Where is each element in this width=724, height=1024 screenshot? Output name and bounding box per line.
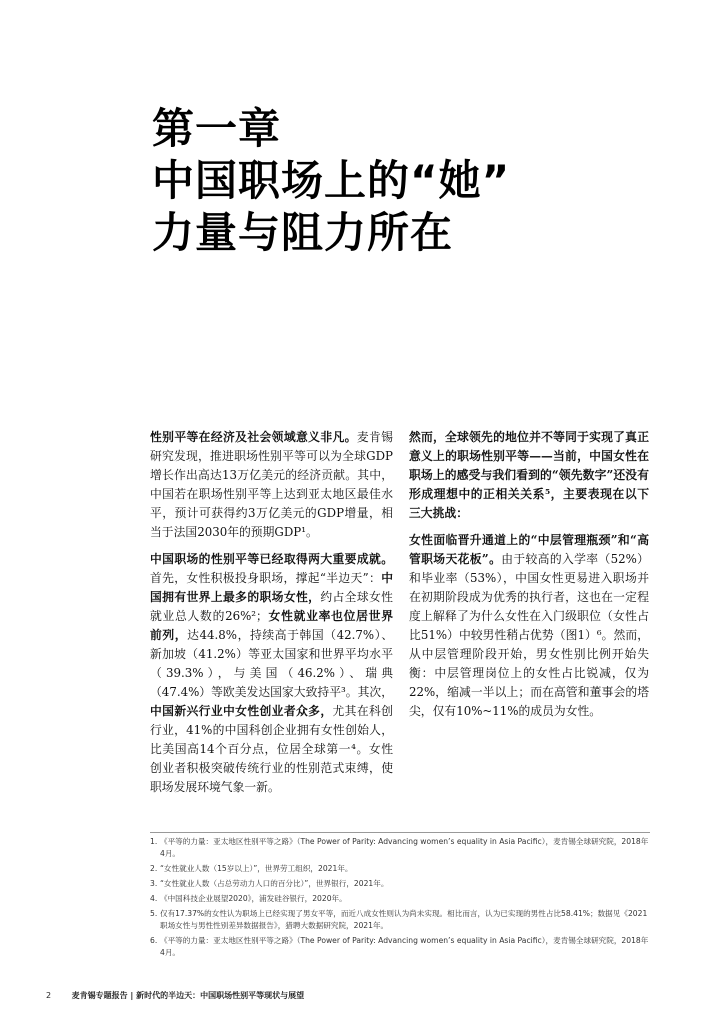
bold-lead: 女性面临晋升通道上的“中层管理瓶颈”和“高管职场天花板”。 bbox=[409, 533, 649, 566]
footnote bbox=[150, 893, 650, 905]
chapter-title bbox=[152, 103, 672, 259]
page-footer bbox=[46, 990, 304, 1001]
body-text: 由于较高的入学率（52%）和毕业率（53%），中国女性更易进入职场并在初期阶段成为优秀的执行者，这也在一定程度上解释了为什么女性在入门级职位（女性占比51%）中较男性稍占优势（图1）⁶。然而，从中层管理阶段开始，男女性别比例开始失衡：中层管理岗位上的女性占比锐减，仅为22%，缩减一半以上；而在高管和董事会的塔尖，仅有10%~11%的成员为女性。 bbox=[409, 552, 649, 718]
bold-lead: 中国职场的性别平等已经取得两大重要成就。 bbox=[150, 552, 393, 566]
paragraph bbox=[150, 428, 393, 542]
footer-title: 麦肯锡专题报告 | 新时代的半边天：中国职场性别平等现状与展望 bbox=[71, 991, 305, 1000]
bold-lead: 性别平等在经济及社会领域意义非凡。 bbox=[150, 430, 357, 444]
body-text: 达44.8%，持续高于韩国（42.7%）、新加坡（41.2%）等亚太国家和世界平均水平（39.3%），与美国（46.2%）、瑞典（47.4%）等欧美发达国家大致持平³。其次， bbox=[150, 628, 393, 699]
footnotes bbox=[150, 836, 650, 962]
footnote-text: 《平等的力量：亚太地区性别平等之路》（The Power of Parity: Advancing women’s equality in Asia Pacific），麦肯锡全球研究院，2018年4月。 bbox=[160, 936, 649, 957]
body-text: 首先，女性积极投身职场，撑起“半边天”： bbox=[150, 571, 382, 585]
bold-text: 中国新兴行业中女性创业者众多， bbox=[150, 704, 333, 718]
footnote-number: 3. bbox=[150, 879, 158, 888]
paragraph bbox=[409, 428, 649, 523]
footnote-text: “女性就业人数（占总劳动力人口的百分比）”，世界银行，2021年。 bbox=[160, 879, 389, 888]
footnote-number: 6. bbox=[150, 936, 158, 945]
footnote-number: 1. bbox=[150, 837, 158, 846]
footnote bbox=[150, 878, 650, 890]
paragraph bbox=[150, 550, 393, 797]
footnote-text: 仅有17.37%的女性认为职场上已经实现了男女平等，而近八成女性则认为尚未实现。相比而言，认为已实现的男性占比58.41%；数据见《2021职场女性与男性性别差异数据报告》，猎聘大数据研究院，2021年。 bbox=[160, 909, 648, 930]
footnote bbox=[150, 836, 650, 860]
chapter-title-line-2: 中国职场上的“她” bbox=[152, 156, 511, 205]
footnote-divider bbox=[150, 832, 650, 833]
bold-text: 女性就业率也位居世界前列， bbox=[150, 609, 393, 642]
footnote-number: 2. bbox=[150, 864, 158, 873]
body-text: 麦肯锡研究发现，推进职场性别平等可以为全球GDP增长作出高达13万亿美元的经济贡献。其中，中国若在职场性别平等上达到亚太地区最佳水平，预计可获得约3万亿美元的GDP增量，相当于法国2030年的预期GDP¹。 bbox=[150, 430, 393, 539]
footnote bbox=[150, 863, 650, 875]
paragraph bbox=[409, 531, 649, 721]
footnote bbox=[150, 935, 650, 959]
footnote-text: 《中国科技企业展望2020》，浦发硅谷银行，2020年。 bbox=[160, 894, 347, 903]
footnote bbox=[150, 908, 650, 932]
chapter-number: 第一章 bbox=[152, 104, 282, 153]
footnote-number: 5. bbox=[150, 909, 158, 918]
bold-text: 中国拥有世界上最多的职场女性， bbox=[150, 571, 393, 604]
body-text: 约占全球女性就业总人数的26%²； bbox=[150, 590, 393, 623]
bold-lead: 然而，全球领先的地位并不等同于实现了真正意义上的职场性别平等——当前，中国女性在职场上的感受与我们看到的“领先数字”还没有形成理想中的正相关关系⁵，主要表现在以下三大挑战： bbox=[409, 430, 649, 520]
page-number: 2 bbox=[46, 991, 52, 1000]
footnote-number: 4. bbox=[150, 894, 158, 903]
footnote-text: 《平等的力量：亚太地区性别平等之路》（The Power of Parity: Advancing women’s equality in Asia Pacific），麦肯锡全球研究院，2018年4月。 bbox=[160, 837, 649, 858]
footnote-text: “女性就业人数（15岁以上）”，世界劳工组织，2021年。 bbox=[160, 864, 353, 873]
body-text: 尤其在科创行业，41%的中国科创企业拥有女性创始人，比美国高14个百分点，位居全球第一⁴。女性创业者积极突破传统行业的性别范式束缚，使职场发展环境气象一新。 bbox=[150, 704, 393, 794]
chapter-title-line-3: 力量与阻力所在 bbox=[152, 208, 454, 257]
right-column bbox=[409, 428, 649, 729]
left-column bbox=[150, 428, 393, 805]
